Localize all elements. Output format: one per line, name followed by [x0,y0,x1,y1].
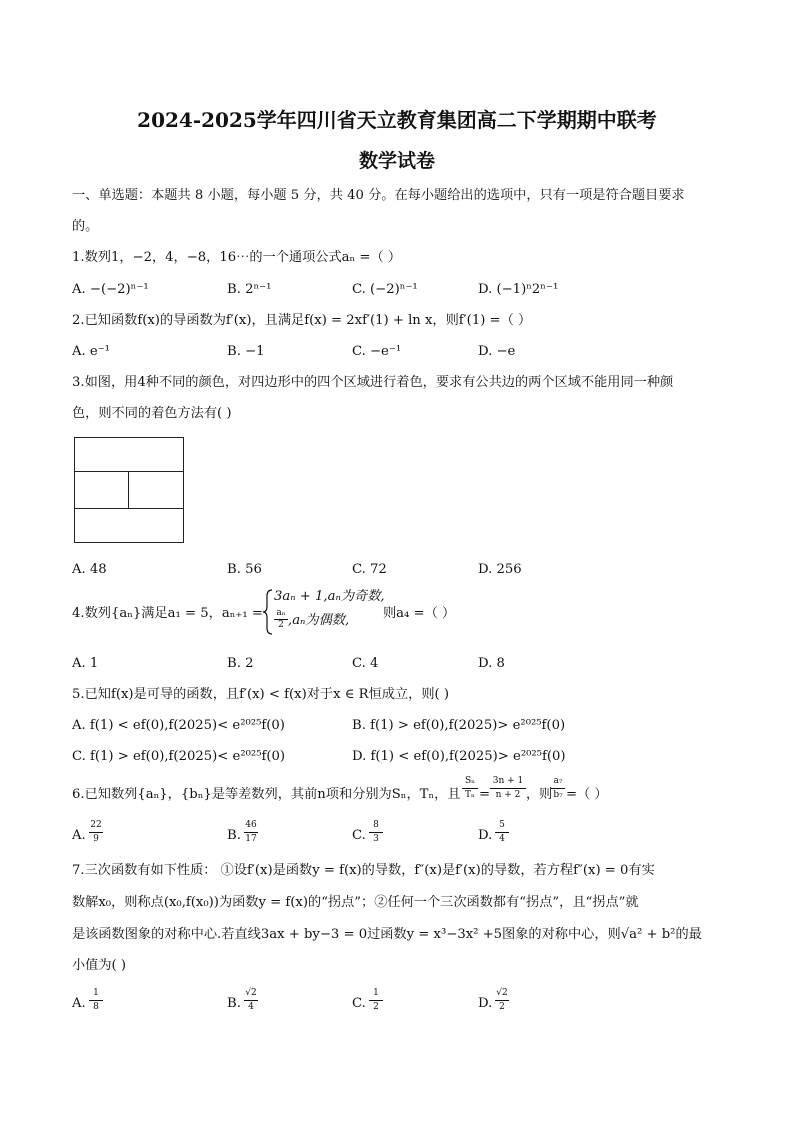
q7-option-c-denominator: 2 [373,1002,379,1012]
q6-option-c-denominator: 3 [373,834,379,844]
q7-option-c-fraction-bar [369,1000,383,1001]
q6-option-b-denominator: 17 [245,834,257,844]
q6-then: ，则 [526,787,553,802]
q7-option-d-numerator: √2 [496,988,508,998]
piecewise-brace [262,588,274,636]
q6-option-d-denominator: 4 [499,834,505,844]
q6-frac2-den: n + 2 [495,790,521,800]
q6-option-a-fraction-bar [89,832,103,833]
q7-option-a-denominator: 8 [93,1002,99,1012]
exam-subtitle: 数学试卷 [358,150,435,172]
q2-option-c: C. −e⁻¹ [352,344,402,359]
q6-frac1-bar [462,788,478,789]
q7-option-b-fraction-bar [244,1000,258,1001]
question-7-stem-line3: 是该函数图象的对称中心.若直线3ax + by−3 = 0过函数y = x³−3x² +5图象的对称中心，则√a² + b²的最 [72,927,702,942]
q5-option-d: D. f(1) < ef(0),f(2025)> e²⁰²⁵f(0) [352,749,566,764]
q6-option-a-numerator: 22 [90,820,102,830]
q7-option-d-letter: D. [478,996,493,1011]
question-3-stem-cont: 色，则不同的着色方法有( ) [72,406,232,421]
q7-option-c-numerator: 1 [373,988,379,998]
q7-option-a-fraction-bar [89,1000,103,1001]
q7-option-c-letter: C. [352,996,366,1011]
q5-option-b: B. f(1) > ef(0),f(2025)> e²⁰²⁵f(0) [352,718,566,733]
q6-option-b-letter: B. [227,828,241,843]
question-5-stem: 5.已知f(x)是可导的函数，且f′(x) < f(x)对于x ∈ R恒成立，则( ) [72,687,450,702]
q3-option-a: A. 48 [72,562,107,577]
q6-frac3-bar [551,788,565,789]
q7-option-d-denominator: 2 [499,1002,505,1012]
q1-option-b: B. 2ⁿ⁻¹ [227,282,272,297]
q6-frac3-den: b₇ [553,790,563,800]
piecewise-case-even: ,aₙ为偶数, [288,613,350,628]
figure-middle-band [74,471,184,509]
q6-equals: = [479,787,491,802]
q6-option-c-fraction-bar [369,832,383,833]
quadrilateral-region-figure [74,437,184,543]
q5-option-a: A. f(1) < ef(0),f(2025)< e²⁰²⁵f(0) [72,718,285,733]
question-4-stem-prefix: 4.数列{aₙ}满足a₁ = 5，aₙ₊₁ = [72,606,263,621]
piecewise-frac-den: 2 [278,620,284,630]
question-6-stem-prefix: 6.已知数列{aₙ}，{bₙ}是等差数列，其前n项和分别为Sₙ，Tₙ，且 [72,787,461,802]
question-4-stem-suffix: 则a₄ =（ ） [383,606,456,621]
q6-frac2-bar [490,788,526,789]
q6-option-b-numerator: 46 [245,820,257,830]
section-instruction-cont: 的。 [72,219,99,234]
q6-option-d-letter: D. [478,828,493,843]
q6-option-d-fraction-bar [495,832,509,833]
q7-option-b-letter: B. [227,996,241,1011]
q6-frac2-num: 3n + 1 [492,776,524,786]
q6-frac1-num: Sₙ [464,776,476,786]
q7-option-b-denominator: 4 [248,1002,254,1012]
q3-option-c: C. 72 [352,562,387,577]
piecewise-case-odd: 3aₙ + 1,aₙ为奇数, [274,589,385,604]
question-7-stem-line2: 数解x₀，则称点(x₀,f(x₀))为函数y = f(x)的“拐点”；②任何一个三次函数都有“拐点”，且“拐点”就 [72,895,639,910]
question-2-stem: 2.已知函数f(x)的导函数为f′(x)，且满足f(x) = 2xf′(1) + ln x，则f′(1) =（ ） [72,313,532,328]
q6-option-a-denominator: 9 [93,834,99,844]
piecewise-frac-num: aₙ [276,608,286,618]
q6-option-c-letter: C. [352,828,366,843]
q6-option-d-numerator: 5 [499,820,505,830]
question-7-stem-line4: 小值为( ) [72,958,127,973]
q6-option-c-numerator: 8 [373,820,379,830]
exam-title: 2024-2025学年四川省天立教育集团高二下学期期中联考 [137,108,657,132]
q6-frac3-num: a₇ [553,776,563,786]
q6-frac1-den: Tₙ [465,790,475,800]
q4-option-d: D. 8 [478,656,505,671]
question-1-stem: 1.数列1，−2，4，−8，16⋯的一个通项公式aₙ =（ ） [72,250,402,265]
q4-option-a: A. 1 [72,656,99,671]
q6-stem-suffix: =（ ） [566,787,608,802]
q7-option-b-numerator: √2 [245,988,257,998]
question-3-stem: 3.如图，用4种不同的颜色，对四边形中的四个区域进行着色，要求有公共边的两个区域不能用同一种颜 [72,375,674,390]
question-7-stem-line1: 7.三次函数有如下性质： ①设f′(x)是函数y = f(x)的导数，f″(x)是f′(x)的导数，若方程f″(x) = 0有实 [72,863,655,878]
q2-option-b: B. −1 [227,344,265,359]
section-instruction: 一、单选题：本题共 8 小题，每小题 5 分，共 40 分。在每小题给出的选项中，只有一项是符合题目要求 [72,188,685,203]
q6-option-a-letter: A. [72,828,86,843]
q7-option-a-numerator: 1 [93,988,99,998]
q4-option-c: C. 4 [352,656,379,671]
figure-divider [128,471,129,509]
q4-option-b: B. 2 [227,656,254,671]
q7-option-d-fraction-bar [495,1000,509,1001]
q3-option-d: D. 256 [478,562,522,577]
q3-option-b: B. 56 [227,562,262,577]
q1-option-d: D. (−1)ⁿ2ⁿ⁻¹ [478,282,559,297]
q6-option-b-fraction-bar [244,832,258,833]
q1-option-a: A. −(−2)ⁿ⁻¹ [72,282,149,297]
q7-option-a-letter: A. [72,996,86,1011]
q2-option-d: D. −e [478,344,516,359]
q2-option-a: A. e⁻¹ [72,344,110,359]
q1-option-c: C. (−2)ⁿ⁻¹ [352,282,418,297]
q5-option-c: C. f(1) > ef(0),f(2025)< e²⁰²⁵f(0) [72,749,286,764]
